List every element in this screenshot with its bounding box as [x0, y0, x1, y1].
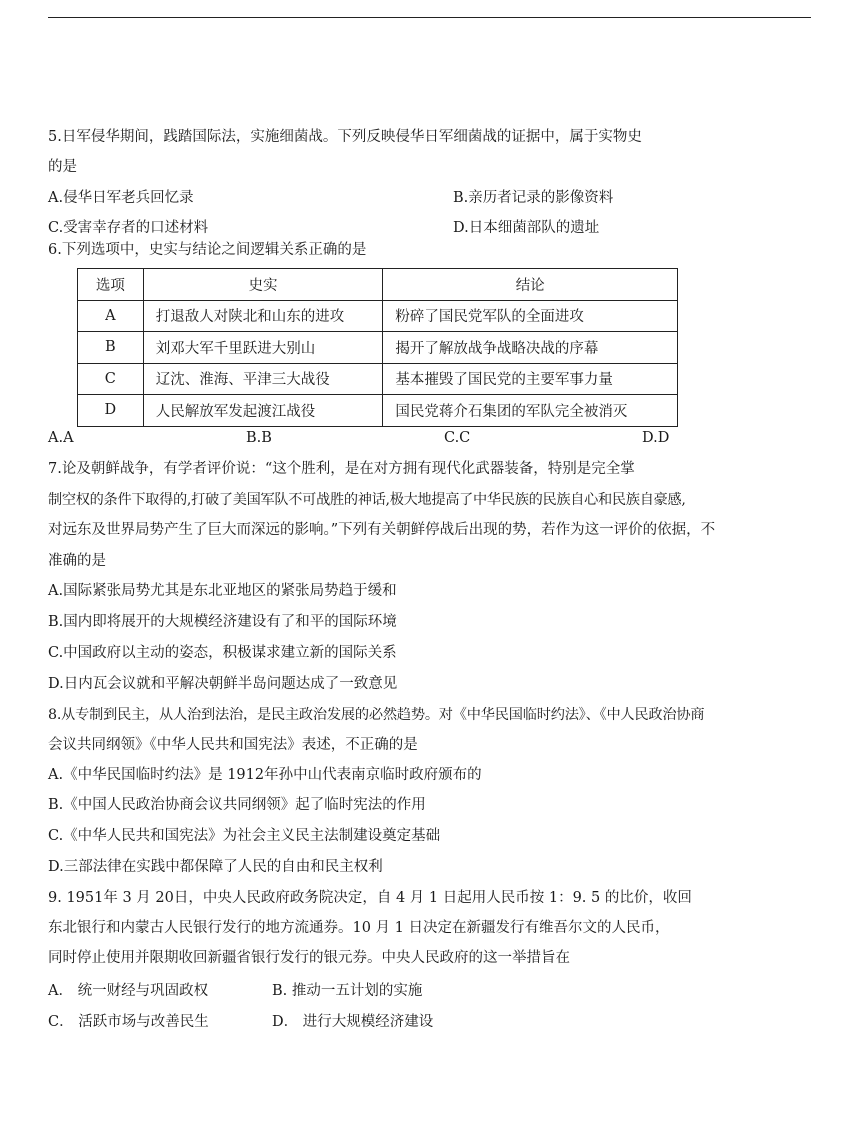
q9-option-b: B. 推动一五计划的实施 [272, 983, 423, 999]
q8-stem-line1: 8.从专制到民主，从人治到法治，是民主政治发展的必然趋势。对《中华民国临时约法》、《中人民政治协商 [48, 707, 705, 723]
q6-option-b: B.B [246, 430, 272, 446]
q7-stem-line1: 7.论及朝鲜战争，有学者评价说：“这个胜利，是在对方拥有现代化武器装备，特别是完全掌 [48, 461, 635, 477]
table-header-cell: 结论 [383, 269, 678, 301]
table-cell-option: C [78, 363, 144, 395]
q5-stem-line1: 5.日军侵华期间，践踏国际法，实施细菌战。下列反映侵华日军细菌战的证据中，属于实物史 [48, 129, 642, 145]
q7-option-d: D.日内瓦会议就和平解决朝鲜半岛问题达成了一致意见 [48, 676, 398, 692]
q6-option-c: C.C [444, 430, 471, 446]
table-cell-conclusion: 粉碎了国民党军队的全面进攻 [383, 300, 678, 332]
table-row [78, 300, 678, 332]
q6-table [77, 268, 678, 427]
table-header-cell: 选项 [78, 269, 144, 301]
q7-option-b: B.国内即将展开的大规模经济建设有了和平的国际环境 [48, 614, 397, 630]
table-row [78, 332, 678, 364]
q6-option-a: A.A [48, 430, 74, 446]
table-cell-fact: 打退敌人对陕北和山东的进攻 [143, 300, 383, 332]
table-cell-fact: 人民解放军发起渡江战役 [143, 395, 383, 427]
q7-option-a: A.国际紧张局势尤其是东北亚地区的紧张局势趋于缓和 [48, 583, 397, 599]
table-cell-conclusion: 国民党蒋介石集团的军队完全被消灭 [383, 395, 678, 427]
q9-stem-line1: 9. 1951年 3 月 20日，中央人民政府政务院决定，自 4 月 1 日起用人民币按 1：9. 5 的比价，收回 [48, 890, 692, 906]
q5-option-c: C.受害幸存者的口述材料 [48, 220, 209, 236]
q7-option-c: C.中国政府以主动的姿态，积极谋求建立新的国际关系 [48, 645, 397, 661]
table-cell-conclusion: 基本摧毁了国民党的主要军事力量 [383, 363, 678, 395]
table-row [78, 395, 678, 427]
q8-stem-line2: 会议共同纲领》《中华人民共和国宪法》表述，不正确的是 [48, 737, 418, 753]
table-row [78, 363, 678, 395]
q5-option-d: D.日本细菌部队的遗址 [453, 220, 600, 236]
table-cell-conclusion: 揭开了解放战争战略决战的序幕 [383, 332, 678, 364]
q5-option-b: B.亲历者记录的影像资料 [453, 190, 614, 206]
q7-stem-line3: 对远东及世界局势产生了巨大而深远的影响。”下列有关朝鲜停战后出现的势，若作为这一评价的依据，不 [48, 522, 716, 538]
q8-option-c: C.《中华人民共和国宪法》为社会主义民主法制建设奠定基础 [48, 828, 441, 844]
q6-stem: 6.下列选项中，史实与结论之间逻辑关系正确的是 [48, 242, 367, 258]
table-cell-option: A [78, 300, 144, 332]
table-cell-option: D [78, 395, 144, 427]
q7-stem-line2: 制空权的条件下取得的,打破了美国军队不可战胜的神话,极大地提高了中华民族的民族自心和民族自豪感, [48, 492, 686, 508]
table-header-cell: 史实 [143, 269, 383, 301]
table-cell-fact: 辽沈、淮海、平津三大战役 [143, 363, 383, 395]
table-cell-option: B [78, 332, 144, 364]
header-rule [48, 17, 811, 18]
q9-option-d: D． 进行大规模经济建设 [272, 1014, 434, 1030]
q9-stem-line2: 东北银行和内蒙古人民银行发行的地方流通券。10 月 1 日决定在新疆发行有维吾尔文的人民币， [48, 920, 670, 936]
q5-stem-line2: 的是 [48, 159, 77, 175]
q8-option-a: A.《中华民国临时约法》是 1912年孙中山代表南京临时政府颁布的 [48, 767, 482, 783]
q6-option-d: D.D [642, 430, 670, 446]
q5-option-a: A.侵华日军老兵回忆录 [48, 190, 194, 206]
table-header-row [78, 269, 678, 301]
q9-stem-line3: 同时停止使用并限期收回新疆省银行发行的银元券。中央人民政府的这一举措旨在 [48, 950, 570, 966]
q8-option-b: B.《中国人民政治协商会议共同纲领》起了临时宪法的作用 [48, 797, 426, 813]
table-cell-fact: 刘邓大军千里跃进大别山 [143, 332, 383, 364]
q8-option-d: D.三部法律在实践中都保障了人民的自由和民主权利 [48, 859, 383, 875]
q9-option-a: A． 统一财经与巩固政权 [48, 983, 209, 999]
q7-stem-line4: 准确的是 [48, 553, 106, 569]
q9-option-c: C． 活跃市场与改善民生 [48, 1014, 209, 1030]
